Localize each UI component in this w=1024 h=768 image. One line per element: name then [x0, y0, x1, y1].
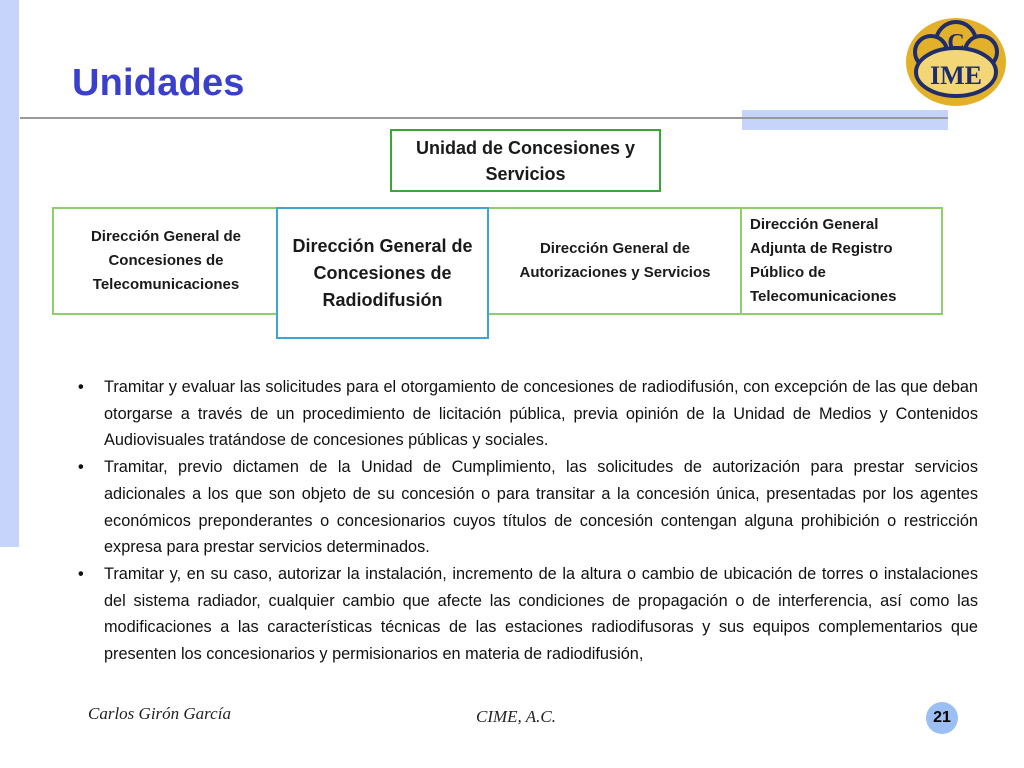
org-box-dg-autorizaciones: Dirección General de Autorizaciones y Servicios: [486, 207, 744, 315]
bullet-item: [78, 374, 978, 454]
cime-logo: [903, 12, 1009, 108]
org-box-dg-telecomunicaciones: Dirección General de Concesiones de Telecomunicaciones: [52, 207, 280, 315]
bullet-text: Tramitar y evaluar las solicitudes para el otorgamiento de concesiones de radiodifusión, con excepción de las que deban otorgarse a través de un procedimiento de licitación pública, previa opinión de la Unidad de Medios y Contenidos Audiovisuales tratándose de concesiones públicas y sociales.: [104, 378, 978, 450]
footer-organization: CIME, A.C.: [476, 707, 556, 726]
bullet-item: [78, 454, 978, 561]
left-accent-bar: [0, 0, 19, 547]
footer-author: Carlos Girón García: [88, 704, 231, 723]
org-box-dg-radiodifusion: Dirección General de Concesiones de Radiodifusión: [276, 207, 489, 339]
org-box-unidad-concesiones: Unidad de Concesiones y Servicios: [390, 129, 661, 192]
page-number-badge: 21: [926, 702, 958, 734]
bullet-dot-icon: •: [78, 564, 84, 583]
bullet-dot-icon: •: [78, 458, 84, 477]
svg-text:IME: IME: [930, 61, 982, 90]
bullet-item: [78, 561, 978, 668]
org-box-dga-registro-publico: Dirección General Adjunta de Registro Público de Telecomunicaciones: [740, 207, 943, 315]
bullet-text: Tramitar, previo dictamen de la Unidad de Cumplimiento, las solicitudes de autorización para prestar servicios adicionales a los que son objeto de su concesión o para transitar a la concesión única, presentadas por los agentes económicos preponderantes o concesionarios cuyos títulos de concesión contengan alguna prohibición o restricción expresa para prestar servicios determinados.: [104, 458, 978, 557]
slide-title: Unidades: [72, 62, 245, 104]
svg-text:C: C: [947, 30, 965, 56]
title-divider: [20, 117, 948, 119]
bullet-list: [78, 374, 978, 668]
title-accent-bar: [742, 110, 948, 130]
bullet-text: Tramitar y, en su caso, autorizar la instalación, incremento de la altura o cambio de ubicación de torres o instalaciones del sistema radiador, cualquier cambio que afecte las condiciones de propagación o de interferencia, así como las modificaciones a las características técnicas de las estaciones radiodifusoras y sus equipos complementarios que presenten los concesionarios y permisionarios en materia de radiodifusión,: [104, 564, 978, 664]
bullet-dot-icon: •: [78, 378, 84, 396]
